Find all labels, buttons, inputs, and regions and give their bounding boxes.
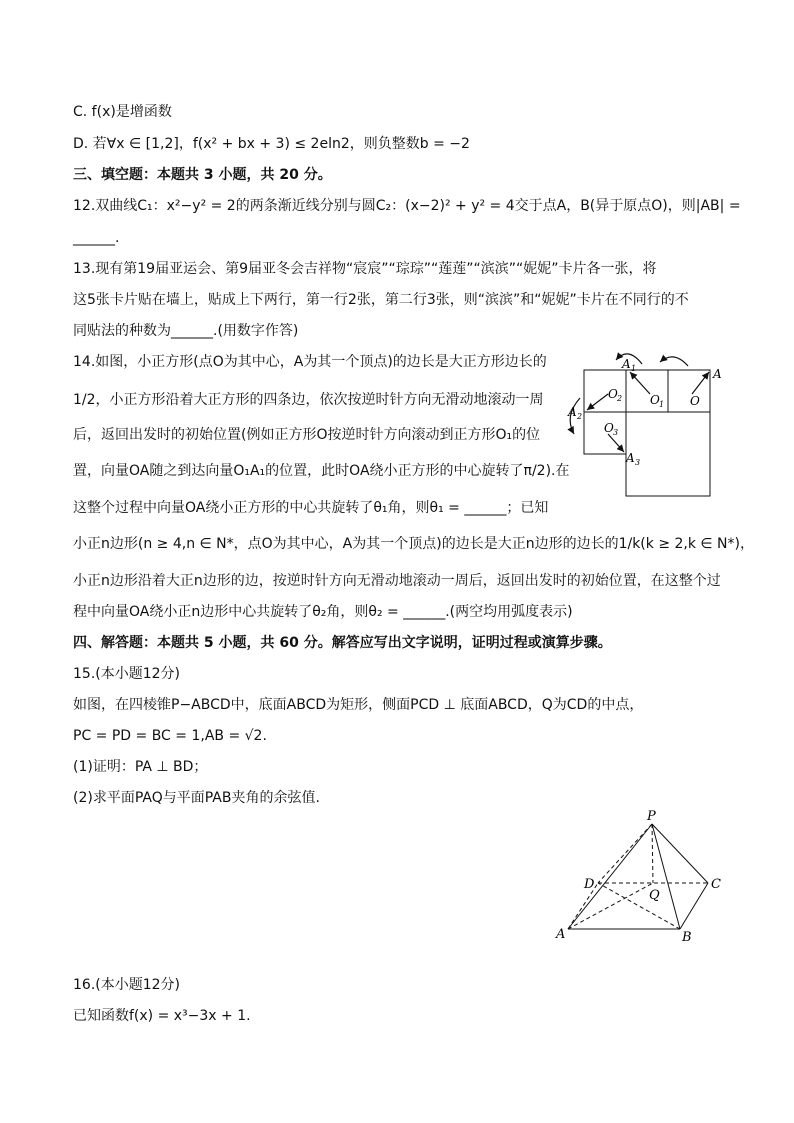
edge-pq [652, 824, 653, 883]
option-d: D. 若∀x ∈ [1,2]，f(x² + bx + 3) ≤ 2eln2，则负整数b = −2 [73, 136, 470, 152]
question-14-line-3: 后，返回出发时的初始位置(例如正方形O按逆时针方向滚动到正方形O₁的位 [73, 427, 541, 443]
rotation-arrow-1 [660, 357, 688, 366]
label-o2: O [608, 387, 618, 401]
label-a1-sub: 1 [631, 364, 637, 373]
edge-bc [680, 883, 708, 929]
label-a2: A [568, 405, 577, 419]
section-three-heading: 三、填空题：本题共 3 小题，共 20 分。 [73, 167, 332, 183]
label-a: A [556, 927, 566, 942]
question-15-stem: 如图，在四棱锥P−ABCD中，底面ABCD为矩形，侧面PCD ⊥ 底面ABCD，Q为CD的中点， [73, 697, 644, 713]
question-15-part-1: (1)证明：PA ⊥ BD； [73, 759, 208, 775]
label-d: D [584, 877, 595, 892]
small-square-o [668, 370, 710, 412]
question-14-line-1: 14.如图，小正方形(点O为其中心，A为其一个顶点)的边长是大正方形边长的 [73, 354, 547, 370]
vector-o1a1 [630, 372, 650, 394]
label-o3: O [604, 421, 614, 435]
vector-oa [692, 372, 709, 394]
question-15-part-2: (2)求平面PAQ与平面PAB夹角的余弦值. [73, 790, 320, 806]
label-c: C [711, 877, 721, 892]
vector-o2a2 [587, 394, 608, 410]
question-15-heading: 15.(本小题12分) [73, 666, 181, 682]
label-o3-sub: 3 [613, 428, 619, 437]
question-12: 12.双曲线C₁：x²−y² = 2的两条渐近线分别与圆C₂：(x−2)² + y² = 4交于点A，B(异于原点O)，则|AB| = [73, 198, 741, 214]
pyramid-figure [548, 808, 738, 948]
label-o: O [690, 394, 700, 408]
question-15-given: PC = PD = BC = 1,AB = √2. [73, 728, 267, 744]
question-16-heading: 16.(本小题12分) [73, 977, 181, 993]
question-12-blank: ______. [73, 230, 120, 246]
question-16-stem: 已知函数f(x) = x³−3x + 1. [73, 1008, 251, 1024]
question-14-line-2: 1/2，小正方形沿着大正方形的四条边，依次按逆时针方向无滑动地滚动一周 [73, 392, 544, 408]
label-a3-sub: 3 [635, 458, 641, 467]
label-p: P [647, 809, 656, 824]
question-13-line-2: 这5张卡片贴在墙上，贴成上下两行，第一行2张，第二行3张，则“滨滨”和“妮妮”卡片在不同行的不 [73, 292, 689, 308]
rolling-square-figure [560, 348, 730, 500]
edge-pa [568, 824, 652, 929]
label-a1: A [622, 357, 631, 371]
question-14-line-4: 置，向量OA随之到达向量O₁A₁的位置，此时OA绕小正方形的中心旋转了π/2).在 [73, 463, 570, 479]
question-13-line-3: 同贴法的种数为______.(用数字作答) [73, 323, 299, 339]
section-four-heading: 四、解答题：本题共 5 小题，共 60 分。解答应写出文字说明，证明过程或演算步骤。 [73, 635, 612, 651]
edge-pc [652, 824, 708, 883]
question-13-line-1: 13.现有第19届亚运会、第9届亚冬会吉祥物“宸宸”“琮琮”“莲莲”“滨滨”“妮妮”卡片各一张，将 [73, 261, 657, 277]
small-square-o2 [584, 370, 626, 412]
edge-pd [598, 824, 652, 883]
label-a3: A [626, 451, 635, 465]
option-c: C. f(x)是增函数 [73, 104, 172, 120]
label-b: B [682, 930, 692, 945]
question-14-line-6: 小正n边形(n ≥ 4,n ∈ N*，点O为其中心，A为其一个顶点)的边长是大正n边形的边长的1/k(k ≥ 2,k ∈ N*)， [73, 536, 754, 552]
label-q: Q [649, 888, 660, 903]
question-14-line-7: 小正n边形沿着大正n边形的边，按逆时针方向无滑动地滚动一周后，返回出发时的初始位置，在这整个过 [73, 573, 721, 589]
edge-pb [652, 824, 680, 929]
question-14-line-5: 这整个过程中向量OA绕小正方形的中心共旋转了θ₁角，则θ₁ = ______；已知 [73, 500, 549, 516]
label-o1: O [650, 393, 660, 407]
label-o1-sub: 1 [659, 400, 665, 409]
label-o2-sub: 2 [617, 394, 623, 403]
edge-bd [598, 883, 680, 929]
label-a2-sub: 2 [577, 412, 583, 421]
label-a: A [713, 367, 722, 381]
question-14-line-8: 程中向量OA绕小正n边形中心共旋转了θ₂角，则θ₂ = ______.(两空均用弧度表示) [73, 604, 573, 620]
